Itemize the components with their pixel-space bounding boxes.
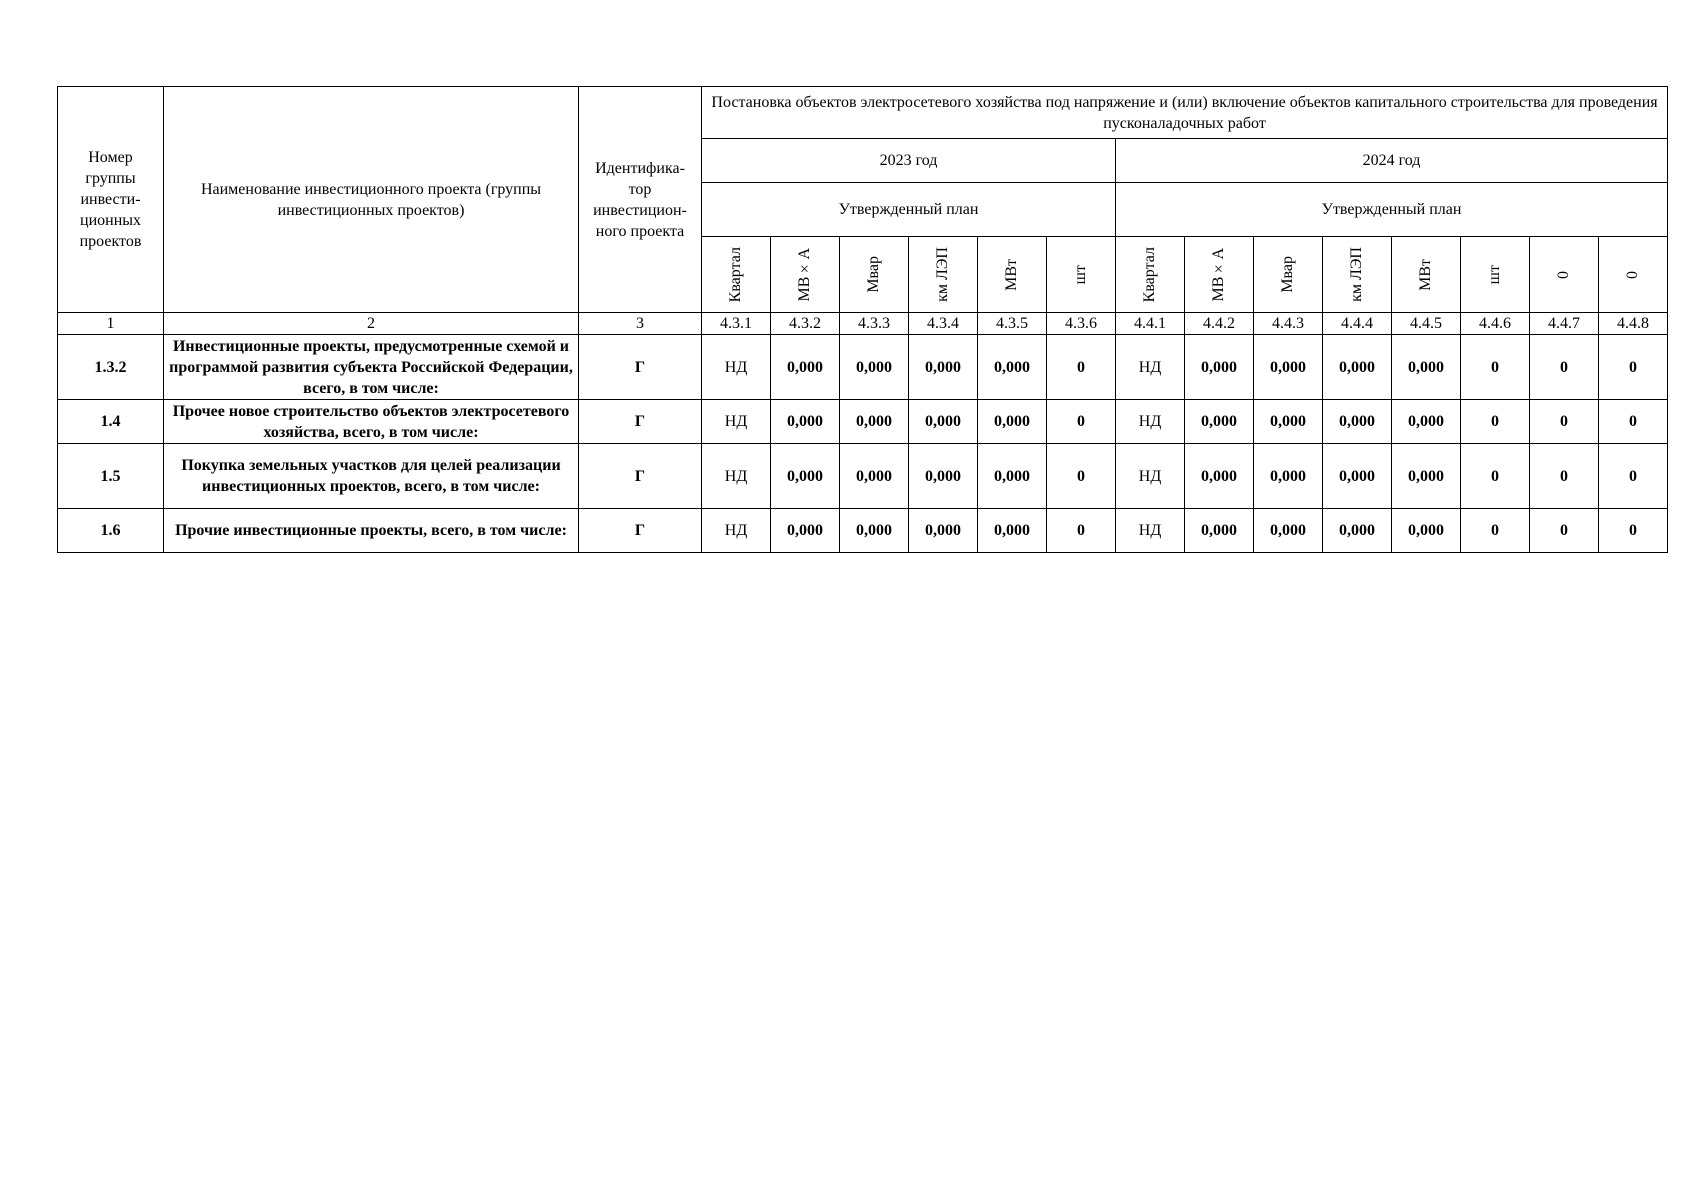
row-value: 0,000 [1392,400,1461,444]
table-row [58,509,1668,553]
row-value: 0 [1047,444,1116,509]
unit-2024-extra-1 [1530,237,1599,313]
column-number: 2 [164,313,579,335]
column-number: 4.3.6 [1047,313,1116,335]
header-group-number-text: Номер группы инвести-ционных проектов [79,149,142,250]
row-value: 0,000 [909,444,978,509]
unit-2024-pcs-text: шт [1486,264,1503,285]
unit-2024-extra-2-text: 0 [1624,270,1642,279]
row-value: 0,000 [1254,335,1323,400]
unit-2023-mva-text: МВ×А [796,247,813,302]
row-value: 0 [1599,335,1668,400]
header-identifier-text: Идентифика-тор инвестицион-ного проекта [593,159,687,240]
row-value: 0,000 [1323,400,1392,444]
row-value: НД [1116,444,1185,509]
row-value: 0,000 [840,444,909,509]
header-identifier [579,87,702,313]
row-value: 0,000 [1185,509,1254,553]
unit-2023-mw [978,237,1047,313]
unit-2023-km-lep-text: км ЛЭП [934,247,951,302]
unit-2024-mw-text: МВт [1417,258,1434,291]
row-value: 0,000 [1392,335,1461,400]
unit-2024-mva [1185,237,1254,313]
row-value: 0 [1599,400,1668,444]
row-value: НД [1116,509,1185,553]
row-value: 0,000 [771,400,840,444]
row-value: 0,000 [840,335,909,400]
row-value: 0 [1461,509,1530,553]
row-value: 0,000 [978,400,1047,444]
unit-2024-extra-1-text: 0 [1555,270,1572,279]
column-number: 4.3.3 [840,313,909,335]
unit-2023-pcs-text: шт [1072,264,1089,285]
row-identifier: Г [579,509,702,553]
unit-2023-mvar [840,237,909,313]
unit-2024-quarter [1116,237,1185,313]
row-value: 0,000 [978,444,1047,509]
row-value: 0 [1461,335,1530,400]
row-value: 0 [1461,400,1530,444]
unit-2024-pcs [1461,237,1530,313]
unit-2023-km-lep [909,237,978,313]
column-number: 4.4.7 [1530,313,1599,335]
row-value: 0,000 [1254,400,1323,444]
row-value: 0,000 [1323,509,1392,553]
row-value: 0,000 [1185,444,1254,509]
row-identifier: Г [579,335,702,400]
column-number: 4.4.3 [1254,313,1323,335]
row-value: 0,000 [1254,509,1323,553]
unit-2024-mva-text: МВ×А [1210,247,1227,302]
unit-2024-extra-2 [1599,237,1668,313]
column-numbers-row [58,313,1668,335]
unit-2023-pcs [1047,237,1116,313]
row-value: 0 [1047,335,1116,400]
unit-2023-mw-text: МВт [1003,258,1020,291]
row-number: 1.4 [58,400,164,444]
column-number: 3 [579,313,702,335]
row-name: Покупка земельных участков для целей реализации инвестиционных проектов, всего, в том числе: [164,444,579,509]
unit-2023-quarter [702,237,771,313]
header-project-name-text: Наименование инвестиционного проекта (группы инвестиционных проектов) [200,180,542,219]
row-value: 0,000 [909,400,978,444]
investment-projects-table [57,86,1668,553]
row-value: НД [702,509,771,553]
row-value: 0,000 [840,400,909,444]
unit-2023-quarter-text: Квартал [727,246,744,303]
table-row [58,400,1668,444]
row-value: 0 [1047,509,1116,553]
header-group-number [58,87,164,313]
unit-2024-km-lep-text: км ЛЭП [1348,247,1365,302]
unit-2024-quarter-text: Квартал [1141,246,1158,303]
row-value: 0 [1461,444,1530,509]
row-value: 0 [1530,335,1599,400]
row-value: 0,000 [1254,444,1323,509]
row-value: 0,000 [909,335,978,400]
header-plan-2023: Утвержденный план [702,183,1116,237]
column-number: 4.4.1 [1116,313,1185,335]
row-name: Прочие инвестиционные проекты, всего, в том числе: [164,509,579,553]
header-project-name [164,87,579,313]
row-value: НД [1116,335,1185,400]
row-value: 0,000 [1185,400,1254,444]
column-number: 4.3.5 [978,313,1047,335]
column-number: 4.4.8 [1599,313,1668,335]
column-number: 4.4.4 [1323,313,1392,335]
row-value: 0,000 [771,335,840,400]
row-value: 0 [1530,509,1599,553]
row-identifier: Г [579,400,702,444]
row-value: 0,000 [978,509,1047,553]
row-value: 0,000 [1392,509,1461,553]
row-number: 1.5 [58,444,164,509]
row-value: 0,000 [1323,335,1392,400]
column-number: 4.4.2 [1185,313,1254,335]
column-number: 1 [58,313,164,335]
row-value: 0,000 [1392,444,1461,509]
table-row [58,335,1668,400]
row-value: 0 [1599,509,1668,553]
row-value: НД [702,400,771,444]
row-value: 0 [1599,444,1668,509]
row-identifier: Г [579,444,702,509]
row-value: 0,000 [840,509,909,553]
header-year-2023: 2023 год [702,139,1116,183]
unit-2024-mvar-text: Мвар [1279,256,1296,293]
header-plan-2024: Утвержденный план [1116,183,1668,237]
row-value: НД [702,335,771,400]
row-value: 0,000 [909,509,978,553]
row-value: 0,000 [771,509,840,553]
header-main-title: Постановка объектов электросетевого хозяйства под напряжение и (или) включение объектов капитального строительства для проведения пусконаладочных работ [702,87,1668,139]
row-name: Прочее новое строительство объектов электросетевого хозяйства, всего, в том числе: [164,400,579,444]
column-number: 4.4.6 [1461,313,1530,335]
unit-2024-mw [1392,237,1461,313]
column-number: 4.3.4 [909,313,978,335]
row-value: НД [702,444,771,509]
row-value: 0,000 [771,444,840,509]
row-number: 1.3.2 [58,335,164,400]
row-name: Инвестиционные проекты, предусмотренные схемой и программой развития субъекта Российской Федерации, всего, в том числе: [164,335,579,400]
row-value: 0 [1530,400,1599,444]
table-row [58,444,1668,509]
unit-2023-mvar-text: Мвар [865,256,882,293]
header-year-2024: 2024 год [1116,139,1668,183]
row-value: 0 [1047,400,1116,444]
unit-2023-mva [771,237,840,313]
row-value: НД [1116,400,1185,444]
row-value: 0,000 [1323,444,1392,509]
column-number: 4.3.2 [771,313,840,335]
column-number: 4.4.5 [1392,313,1461,335]
column-number: 4.3.1 [702,313,771,335]
row-value: 0,000 [978,335,1047,400]
row-number: 1.6 [58,509,164,553]
row-value: 0 [1530,444,1599,509]
unit-2024-mvar [1254,237,1323,313]
unit-2024-km-lep [1323,237,1392,313]
row-value: 0,000 [1185,335,1254,400]
